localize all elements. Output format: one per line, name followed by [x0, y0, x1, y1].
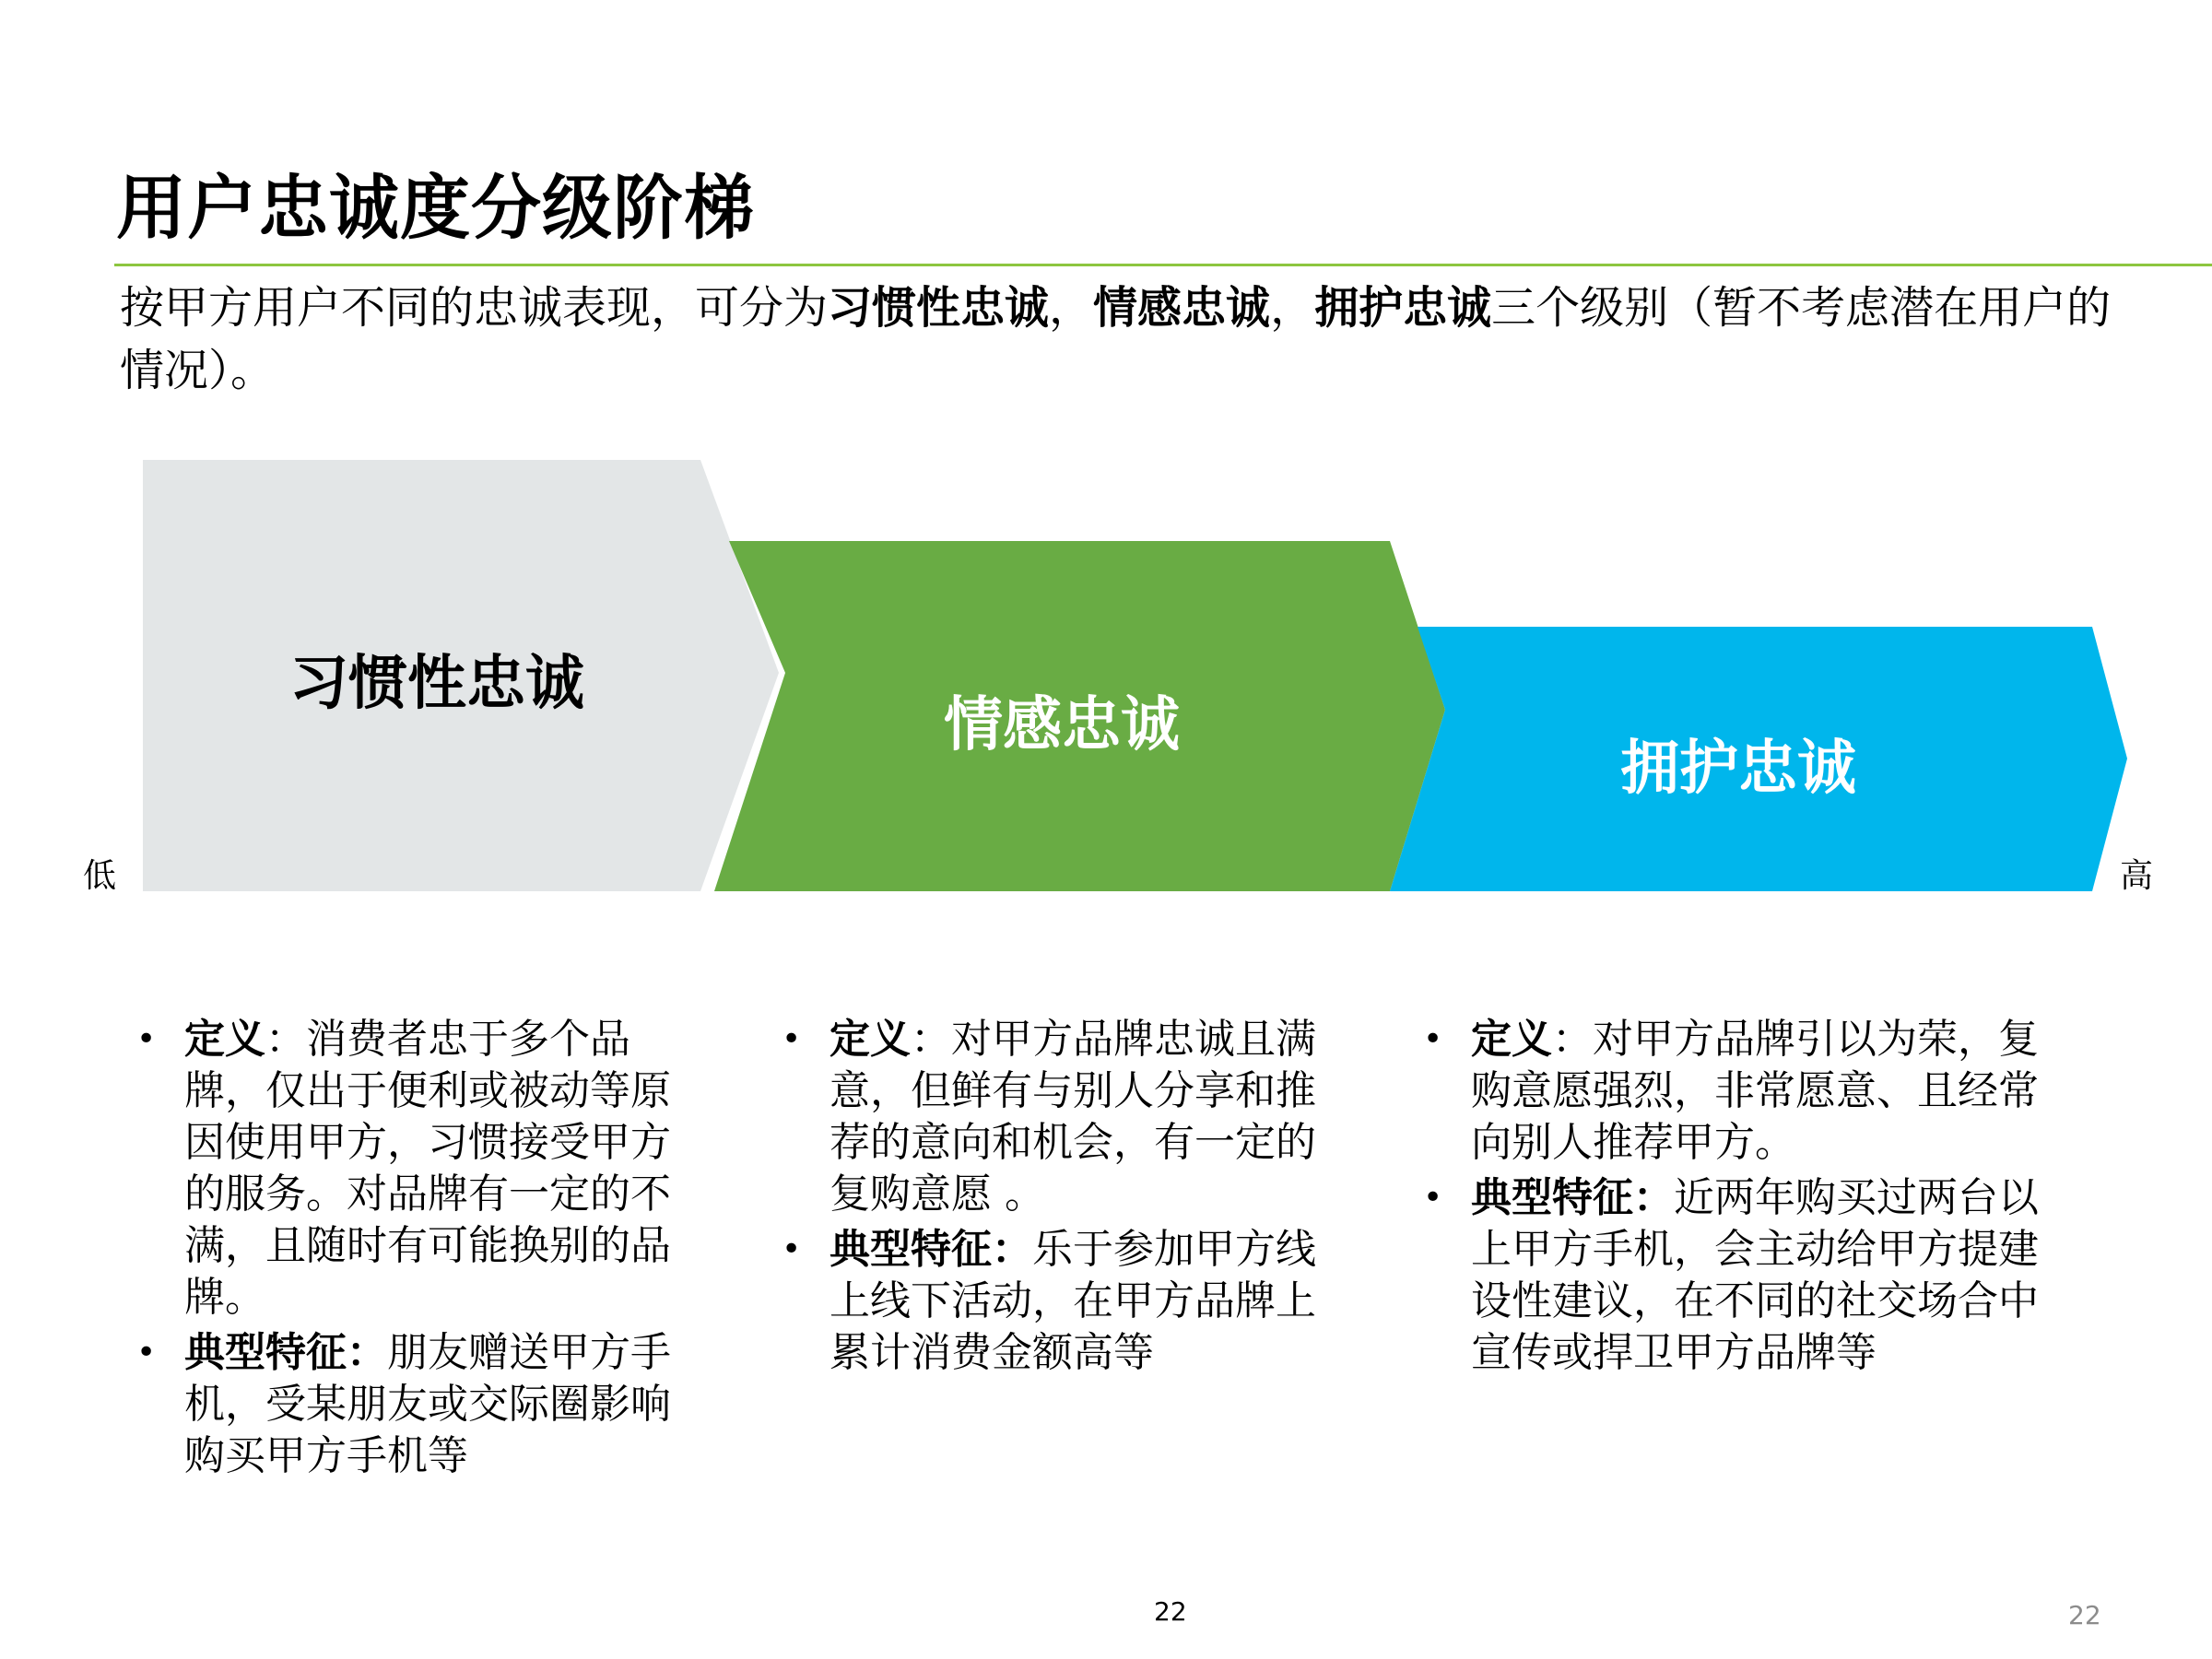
bullet-list — [763, 1014, 1353, 1379]
intro-level-advocate: 拥护忠诚 — [1314, 282, 1492, 334]
bullet-dot: • — [1423, 1179, 1443, 1217]
description-advocate — [1405, 1014, 2050, 1382]
bullet-text: 对甲方品牌忠诚且满意，但鲜有与别人分享和推荐的意向和机会，有一定的复购意愿 。 — [830, 1016, 1316, 1218]
list-item — [1405, 1172, 2050, 1379]
list-item — [118, 1327, 708, 1482]
bullet-text: 朋友赠送甲方手机，受某朋友或交际圈影响购买甲方手机等 — [184, 1329, 671, 1479]
bullet-key: 典型特征： — [184, 1329, 387, 1376]
page-number-right: 22 — [2068, 1600, 2101, 1630]
bullet-dot: • — [136, 1334, 157, 1371]
intro-text-end: 三个级别（暂不考虑潜在用户的情况）。 — [120, 282, 2112, 396]
bullet-key: 典型特征： — [830, 1226, 1032, 1273]
slide-title: 用户忠诚度分级阶梯 — [116, 167, 755, 249]
list-item — [763, 1014, 1353, 1220]
bullet-dot: • — [1423, 1020, 1443, 1058]
step-habitual-label: 习惯性忠诚 — [289, 650, 584, 718]
description-emotional — [763, 1014, 1353, 1382]
bullet-key: 定义 — [1471, 1016, 1552, 1063]
bullet-list — [1405, 1014, 2050, 1379]
bullet-sep: ： — [1552, 1016, 1593, 1063]
bullet-text: 对甲方品牌引以为荣，复购意愿强烈，非常愿意、且经常向别人推荐甲方。 — [1471, 1016, 2039, 1166]
intro-level-emotional: 情感忠诚 — [1093, 282, 1271, 334]
bullet-text: 乐于参加甲方线上线下活动，在甲方品牌上累计消费金额高等 — [830, 1226, 1316, 1376]
step-emotional-label: 情感忠诚 — [944, 691, 1180, 759]
intro-text-start: 按甲方用户不同的忠诚表现，可分为 — [120, 282, 829, 334]
bullet-sep: ： — [265, 1016, 306, 1063]
axis-low-label: 低 — [83, 857, 117, 895]
bullet-sep: ： — [911, 1016, 951, 1063]
list-item — [763, 1224, 1353, 1379]
bullet-key: 典型特征： — [1471, 1174, 1674, 1221]
list-item — [1405, 1014, 2050, 1169]
bullet-text: 消费者忠于多个品牌，仅出于便利或被动等原因使用甲方，习惯接受甲方的服务。对品牌有一定的不满，且随时有可能换别的品牌。 — [184, 1016, 671, 1321]
bullet-dot: • — [782, 1020, 802, 1058]
bullet-dot: • — [136, 1020, 157, 1058]
bullet-key: 定义 — [184, 1016, 265, 1063]
page-number-center: 22 — [1154, 1596, 1187, 1627]
axis-high-label: 高 — [2120, 857, 2154, 895]
intro-separator-1: ， — [1049, 282, 1094, 334]
list-item — [118, 1014, 708, 1324]
bullet-list — [118, 1014, 708, 1482]
step-advocate-label: 拥护忠诚 — [1620, 735, 1856, 803]
intro-level-habitual: 习惯性忠诚 — [828, 282, 1050, 334]
description-habitual — [118, 1014, 708, 1486]
bullet-key: 定义 — [830, 1016, 911, 1063]
bullet-text: 近两年购买过两台以上甲方手机，会主动给甲方提建设性建议，在不同的社交场合中宣传或捍卫甲方品牌等 — [1471, 1174, 2039, 1376]
intro-separator-2: ， — [1270, 282, 1315, 334]
bullet-dot: • — [782, 1230, 802, 1268]
